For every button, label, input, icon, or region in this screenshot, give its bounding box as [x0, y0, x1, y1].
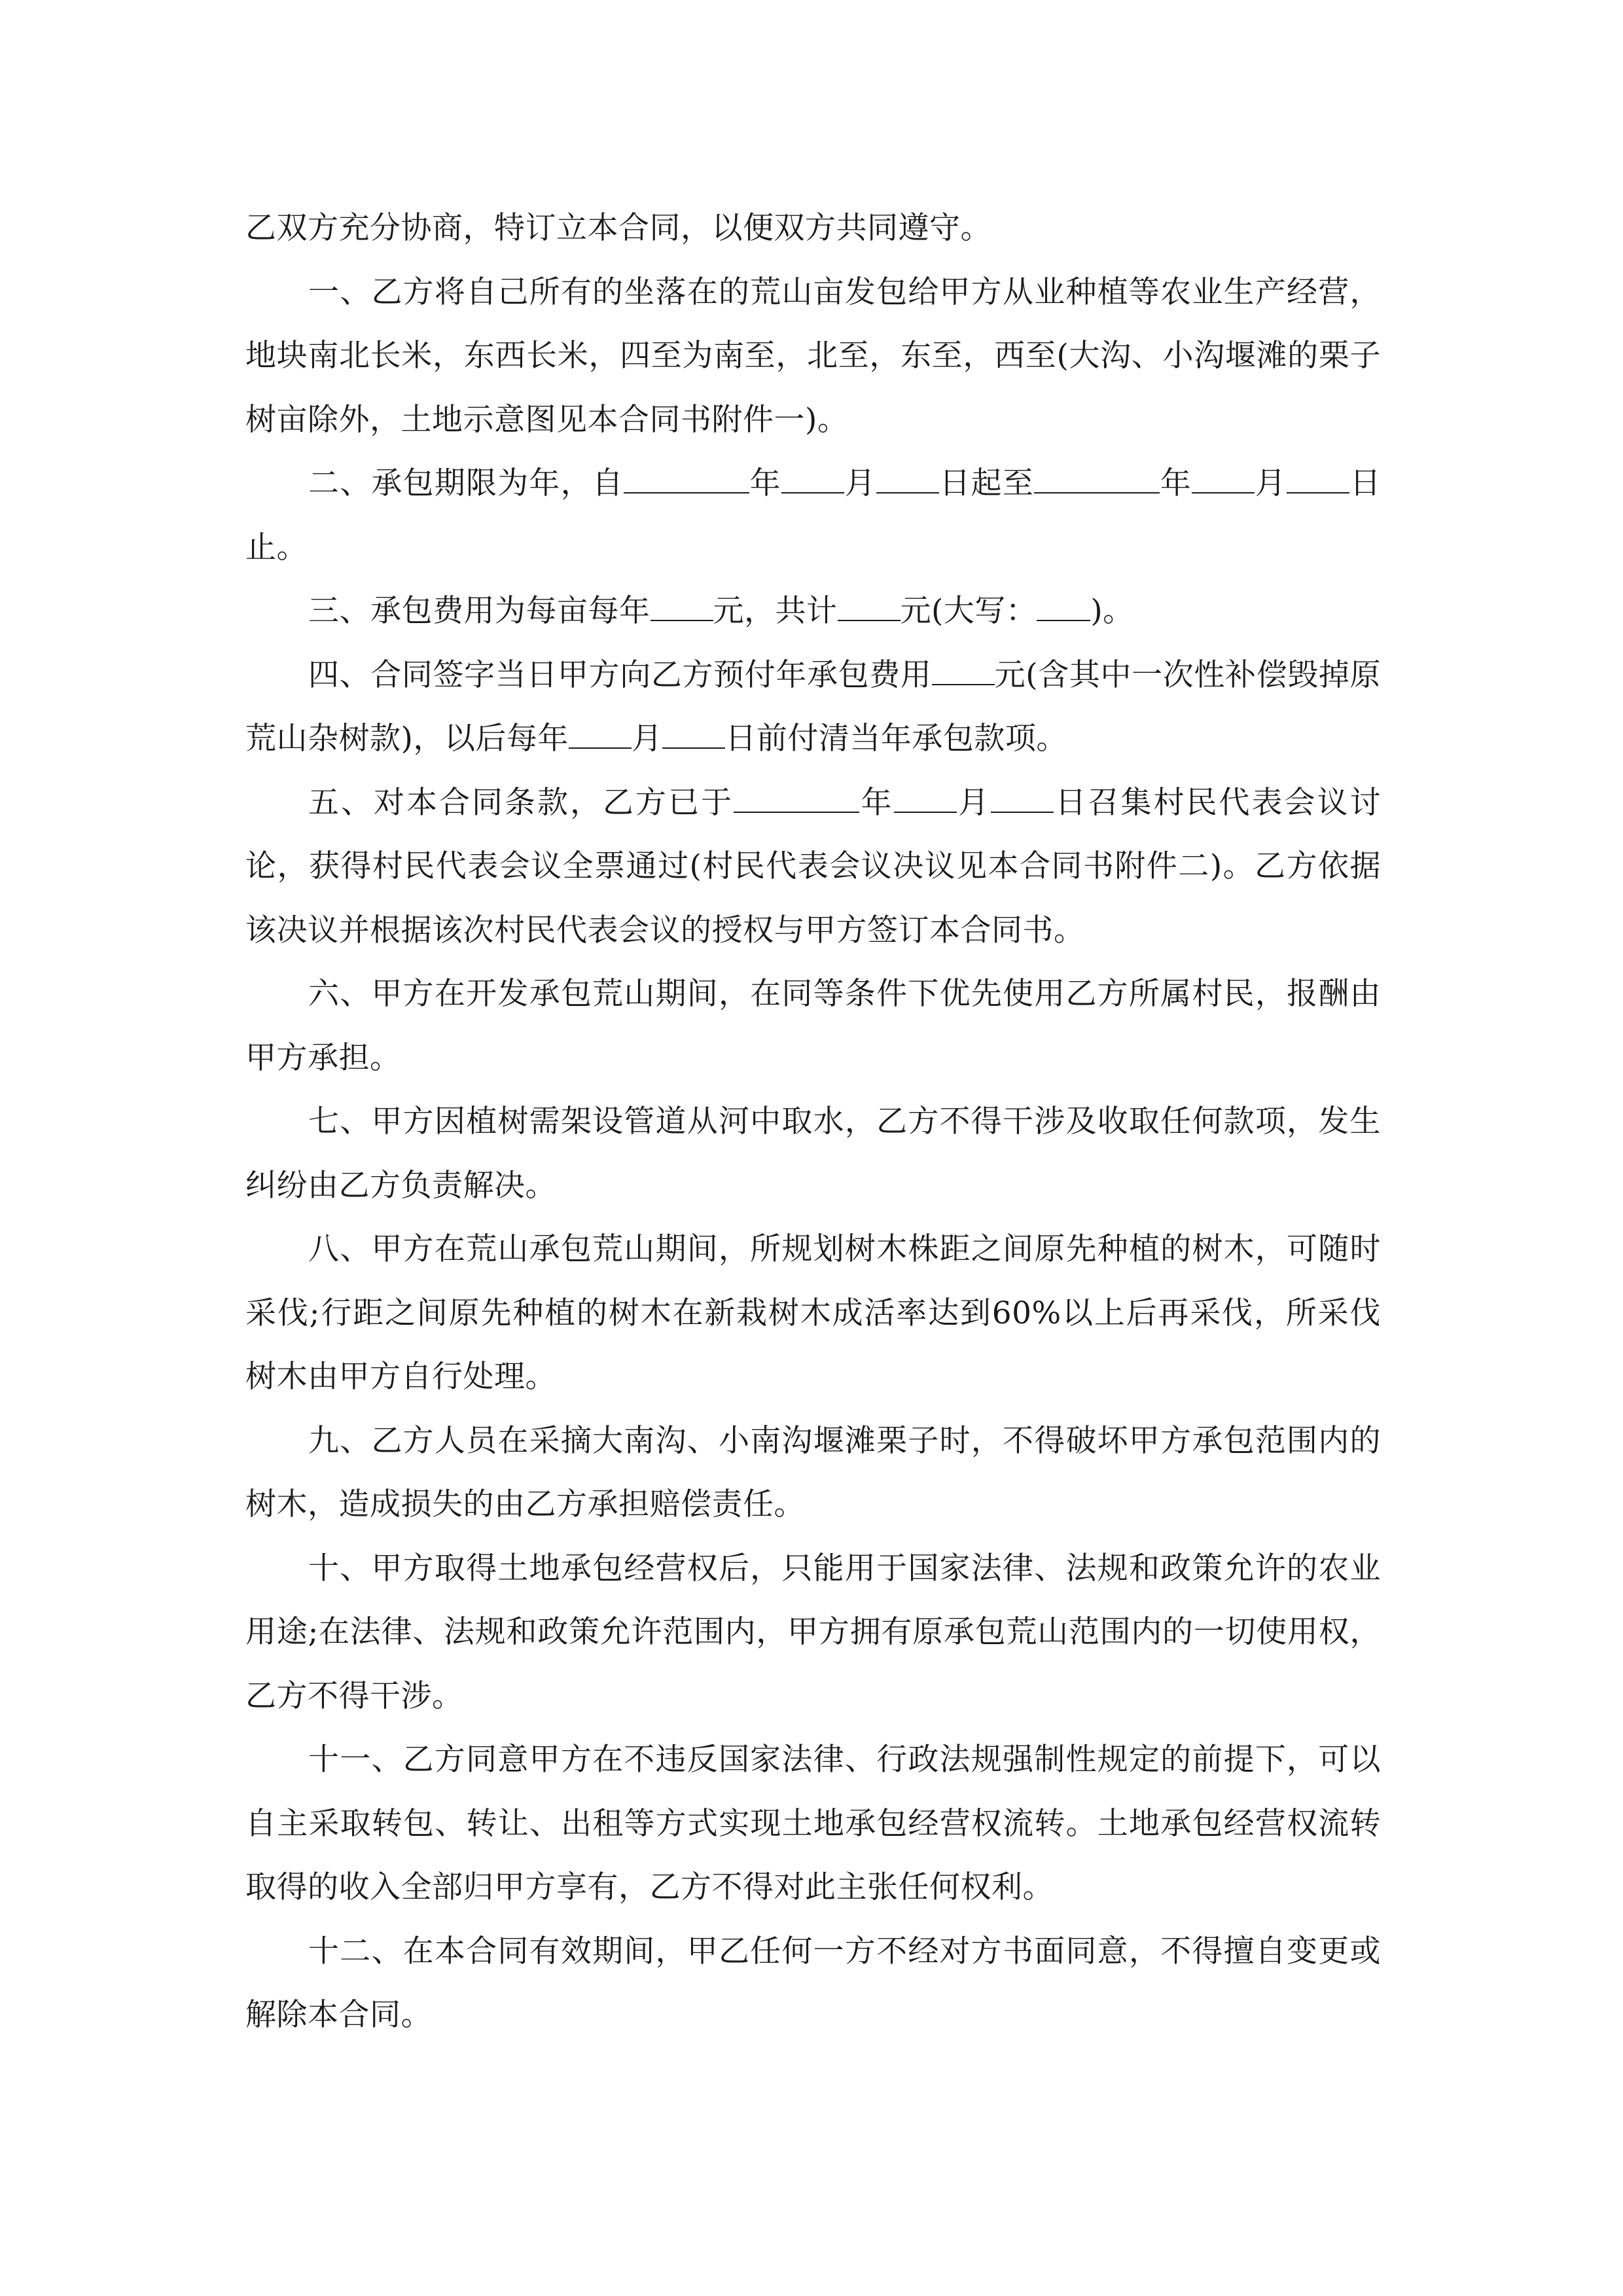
- blank-fee-total: [838, 595, 901, 621]
- paragraph-intro-continuation: 乙双方充分协商，特订立本合同，以便双方共同遵守。: [245, 210, 991, 246]
- clause-2-text-c: 月: [844, 465, 876, 501]
- clause-5-text-b: 年: [859, 784, 894, 821]
- clause-6: 六、甲方在开发承包荒山期间，在同等条件下优先使用乙方所属村民，报酬由甲方承担。: [245, 976, 1381, 1076]
- blank-end-month: [1192, 467, 1255, 493]
- clause-2-text-f: 月: [1254, 465, 1287, 501]
- blank-start-year: [624, 467, 749, 493]
- clause-4-text-b: 元(含其中一次性补偿毁掉原荒山杂树款)，以后每年: [245, 656, 1382, 757]
- contract-body: [245, 196, 1381, 2047]
- clause-4: [245, 643, 1381, 771]
- clause-5: [245, 771, 1381, 963]
- clause-2-text-e: 年: [1160, 465, 1192, 501]
- clause-2-text-b: 年: [749, 465, 781, 501]
- blank-end-year: [1034, 467, 1160, 493]
- clause-5-text-d: 日召集村民代表会议讨论，获得村民代表会议全票通过(村民代表会议决议见本合同书附件二)。乙方依据该决议并根据该次村民代表会议的授权与甲方签订本合同书。: [245, 784, 1381, 948]
- clause-4-text-a: 四、合同签字当日甲方向乙方预付年承包费用: [308, 656, 932, 693]
- clause-4-text-d: 日前付清当年承包款项。: [725, 721, 1067, 757]
- clause-5-text-a: 五、对本合同条款，乙方已于: [308, 784, 734, 821]
- clause-2-text-d: 日起至: [938, 465, 1035, 501]
- clause-8: 八、甲方在荒山承包荒山期间，所规划树木株距之间原先种植的树木，可随时采伐;行距之间原先种植的树木在新栽树木成活率达到60%以上后再采伐，所采伐树木由甲方自行处理。: [245, 1231, 1381, 1395]
- clause-2-text-g: 日止。: [245, 465, 1382, 565]
- clause-1: 一、乙方将自己所有的坐落在的荒山亩发包给甲方从业种植等农业生产经营，地块南北长米，东西长米，四至为南至，北至，东至，西至(大沟、小沟堰滩的栗子树亩除外，土地示意图见本合同书附件一)。: [245, 274, 1381, 438]
- clause-2-text-a: 二、承包期限为年，自: [308, 465, 624, 501]
- blank-fee-per-mu: [651, 595, 713, 621]
- clause-4-text-c: 月: [631, 721, 663, 757]
- blank-meeting-year: [734, 787, 859, 813]
- blank-prepaid-fee: [932, 659, 995, 685]
- blank-meeting-day: [991, 787, 1054, 813]
- blank-fee-capital: [1037, 595, 1090, 621]
- clause-11: 十一、乙方同意甲方在不违反国家法律、行政法规强制性规定的前提下，可以自主采取转包、转让、出租等方式实现土地承包经营权流转。土地承包经营权流转取得的收入全部归甲方享有，乙方不得对此主张任何权利。: [245, 1742, 1381, 1905]
- clause-3-text-d: )。: [1090, 593, 1134, 629]
- clause-10: 十、甲方取得土地承包经营权后，只能用于国家法律、法规和政策允许的农业用途;在法律、法规和政策允许范围内，甲方拥有原承包荒山范围内的一切使用权，乙方不得干涉。: [245, 1550, 1381, 1714]
- blank-payment-month: [569, 723, 632, 749]
- blank-start-month: [781, 467, 844, 493]
- blank-start-day: [876, 467, 939, 493]
- clause-2: [245, 452, 1381, 579]
- clause-3: [245, 579, 1381, 643]
- blank-payment-day: [662, 723, 725, 749]
- clause-12: 十二、在本合同有效期间，甲乙任何一方不经对方书面同意，不得擅自变更或解除本合同。: [245, 1933, 1381, 2033]
- clause-3-text-c: 元(大写：: [900, 593, 1037, 629]
- clause-5-text-c: 月: [956, 784, 991, 821]
- clause-3-text-b: 元，共计: [713, 593, 838, 629]
- clause-3-text-a: 三、承包费用为每亩每年: [308, 593, 651, 629]
- clause-7: 七、甲方因植树需架设管道从河中取水，乙方不得干涉及收取任何款项，发生纠纷由乙方负责解决。: [245, 1103, 1381, 1204]
- clause-9: 九、乙方人员在采摘大南沟、小南沟堰滩栗子时，不得破坏甲方承包范围内的树木，造成损失的由乙方承担赔偿责任。: [245, 1422, 1381, 1522]
- blank-end-day: [1287, 467, 1349, 493]
- blank-meeting-month: [894, 787, 957, 813]
